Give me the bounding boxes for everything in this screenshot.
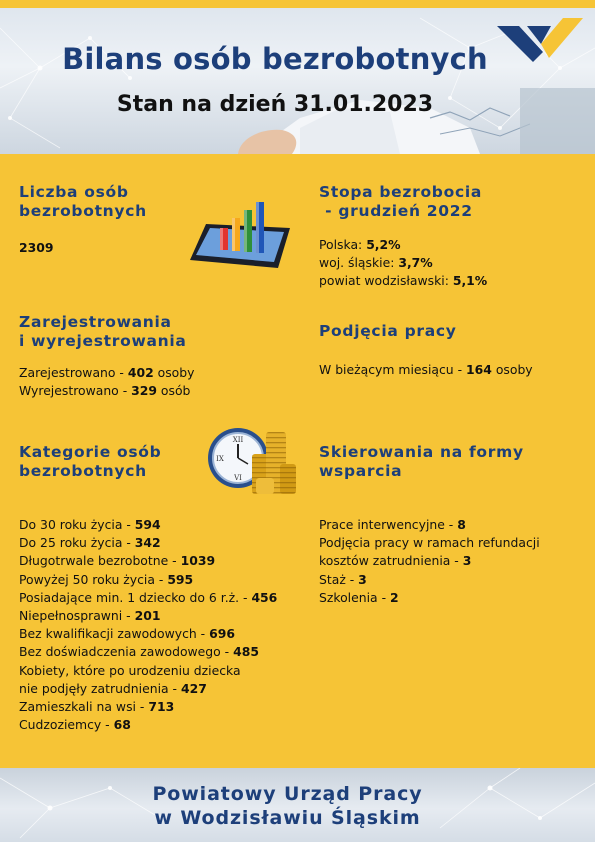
skierowania-item: kosztów zatrudnienia - 3 xyxy=(319,553,472,569)
unemployed-count-value: 2309 xyxy=(19,240,54,255)
stopa-item: Polska: 5,2% xyxy=(319,237,401,252)
section-title-liczba: Liczba osób bezrobotnych xyxy=(19,183,147,220)
top-strip xyxy=(0,0,595,8)
skierowania-item: Staż - 3 xyxy=(319,571,367,587)
section-title-skierowania: Skierowania na formy wsparcia xyxy=(319,443,524,480)
section-title-podjecia: Podjęcia pracy xyxy=(319,322,457,340)
stopa-item: powiat wodzisławski: 5,1% xyxy=(319,273,488,289)
kategorie-item: Kobiety, które po urodzeniu dziecka xyxy=(19,662,241,678)
kategorie-item: Zamieszkali na wsi - 713 xyxy=(19,699,175,715)
footer-office-name xyxy=(0,782,575,830)
stopa-item: woj. śląskie: 3,7% xyxy=(319,255,433,271)
kategorie-item: Bez kwalifikacji zawodowych - 696 xyxy=(19,626,235,642)
page-subtitle: Stan na dzień 31.01.2023 xyxy=(116,92,434,117)
unemployed-count xyxy=(19,239,54,257)
kategorie-item: Niepełnosprawni - 201 xyxy=(19,608,161,624)
kategorie-item: Bez doświadczenia zawodowego - 485 xyxy=(19,644,259,660)
office-logo-icon xyxy=(497,18,583,66)
zarejestrowania-list xyxy=(19,364,194,400)
page-title: Bilans osób bezrobotnych xyxy=(62,42,488,76)
section-title-kategorie: Kategorie osób bezrobotnych xyxy=(19,443,162,480)
clock-coins-icon xyxy=(206,424,298,496)
podjecia-item: W bieżącym miesiącu - 164 osoby xyxy=(319,362,533,377)
kategorie-item: nie podjęły zatrudnienia - 427 xyxy=(19,680,207,696)
svg-text:IX: IX xyxy=(216,455,224,463)
svg-text:XII: XII xyxy=(232,436,244,444)
footer-line: Powiatowy Urząd Pracy xyxy=(152,783,423,805)
kategorie-list xyxy=(19,516,277,734)
kategorie-item: Długotrwale bezrobotne - 1039 xyxy=(19,553,216,569)
skierowania-item: Prace interwencyjne - 8 xyxy=(319,517,466,532)
kategorie-item: Powyżej 50 roku życia - 595 xyxy=(19,571,194,587)
stopa-list xyxy=(319,236,487,291)
svg-text:VI: VI xyxy=(234,474,242,482)
kategorie-item: Do 30 roku życia - 594 xyxy=(19,517,161,532)
skierowania-list xyxy=(319,516,540,607)
kategorie-item: Do 25 roku życia - 342 xyxy=(19,535,161,551)
kategorie-item: Cudzoziemcy - 68 xyxy=(19,717,131,733)
footer-banner xyxy=(0,768,595,842)
podjecia-list xyxy=(319,361,533,379)
section-title-zarejestrowania: Zarejestrowania i wyrejestrowania xyxy=(19,313,187,350)
footer-line: w Wodzisławiu Śląskim xyxy=(154,807,421,829)
section-title-stopa: Stopa bezrobocia - grudzień 2022 xyxy=(319,183,482,220)
skierowania-item: Podjęcia pracy w ramach refundacji xyxy=(319,535,540,551)
zarejestrowania-item: Zarejestrowano - 402 osoby xyxy=(19,365,195,380)
zarejestrowania-item: Wyrejestrowano - 329 osób xyxy=(19,383,191,399)
tablet-chart-icon xyxy=(190,198,294,270)
skierowania-item: Szkolenia - 2 xyxy=(319,589,399,605)
kategorie-item: Posiadające min. 1 dziecko do 6 r.ż. - 456 xyxy=(19,589,278,605)
header-banner xyxy=(0,8,595,154)
